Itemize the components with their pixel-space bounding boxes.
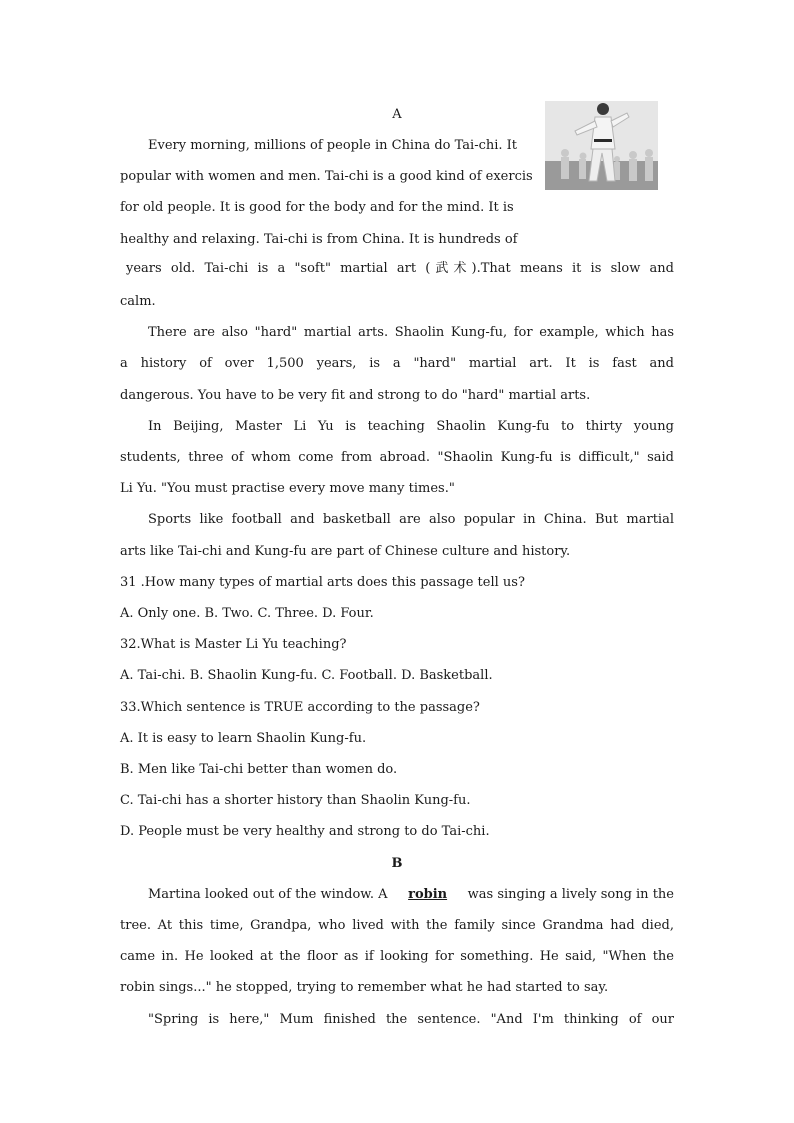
passage-a-line: Every morning, millions of people in China do Tai-chi. It (148, 138, 518, 153)
question-33-choice: C. Tai-chi has a shorter history than Shaolin Kung-fu. (120, 793, 471, 808)
passage-b-line: tree. At this time, Grandpa, who lived with the family since Grandma had died, (120, 918, 674, 933)
passage-b-line: came in. He looked at the floor as if looking for something. He said, "When the (120, 949, 674, 964)
passage-b-line: robin sings..." he stopped, trying to remember what he had started to say. (120, 980, 609, 995)
passage-a-line: years old. Tai-chi is a "soft" martial art (武术).That means it is slow and (126, 261, 674, 276)
robin-keyword: robin (408, 887, 448, 902)
passage-a-line: Li Yu. "You must practise every move many times." (120, 481, 455, 496)
section-a-heading: A (392, 107, 402, 122)
question-32-options: A. Tai-chi. B. Shaolin Kung-fu. C. Football. D. Basketball. (120, 668, 493, 683)
question-33-stem: 33.Which sentence is TRUE according to the passage? (120, 700, 480, 715)
question-33-choice: A. It is easy to learn Shaolin Kung-fu. (120, 731, 367, 746)
tai-chi-photo (545, 101, 658, 190)
section-b-heading: B (391, 856, 403, 871)
passage-a-line: a history of over 1,500 years, is a "hard" martial art. It is fast and (120, 356, 674, 371)
passage-a-line: There are also "hard" martial arts. Shaolin Kung-fu, for example, which has (148, 325, 674, 340)
passage-a-line: Sports like football and basketball are also popular in China. But martial (148, 512, 674, 527)
passage-a-line: healthy and relaxing. Tai-chi is from China. It is hundreds of (120, 232, 518, 247)
passage-a-line: students, three of whom come from abroad. "Shaolin Kung-fu is difficult," said (120, 450, 674, 465)
question-31-options: A. Only one. B. Two. C. Three. D. Four. (120, 606, 374, 621)
passage-b-first-line (148, 887, 674, 903)
question-33-choice: D. People must be very healthy and strong to do Tai-chi. (120, 824, 490, 839)
question-31-stem: 31 .How many types of martial arts does this passage tell us? (120, 575, 525, 590)
passage-b-text: was singing a lively song in the (467, 887, 674, 902)
passage-a-line: calm. (120, 294, 156, 309)
question-33-choice: B. Men like Tai-chi better than women do. (120, 762, 398, 777)
passage-b-line: "Spring is here," Mum finished the sentence. "And I'm thinking of our (148, 1012, 674, 1027)
passage-a-line: arts like Tai-chi and Kung-fu are part of Chinese culture and history. (120, 544, 571, 559)
passage-a-line: for old people. It is good for the body and for the mind. It is (120, 200, 514, 215)
passage-a-line: popular with women and men. Tai-chi is a good kind of exercis (120, 169, 533, 184)
question-32-stem: 32.What is Master Li Yu teaching? (120, 637, 347, 652)
passage-a-line: In Beijing, Master Li Yu is teaching Shaolin Kung-fu to thirty young (148, 419, 674, 434)
passage-a-line: dangerous. You have to be very fit and strong to do "hard" martial arts. (120, 388, 591, 403)
passage-b-text: Martina looked out of the window. A (148, 887, 388, 902)
